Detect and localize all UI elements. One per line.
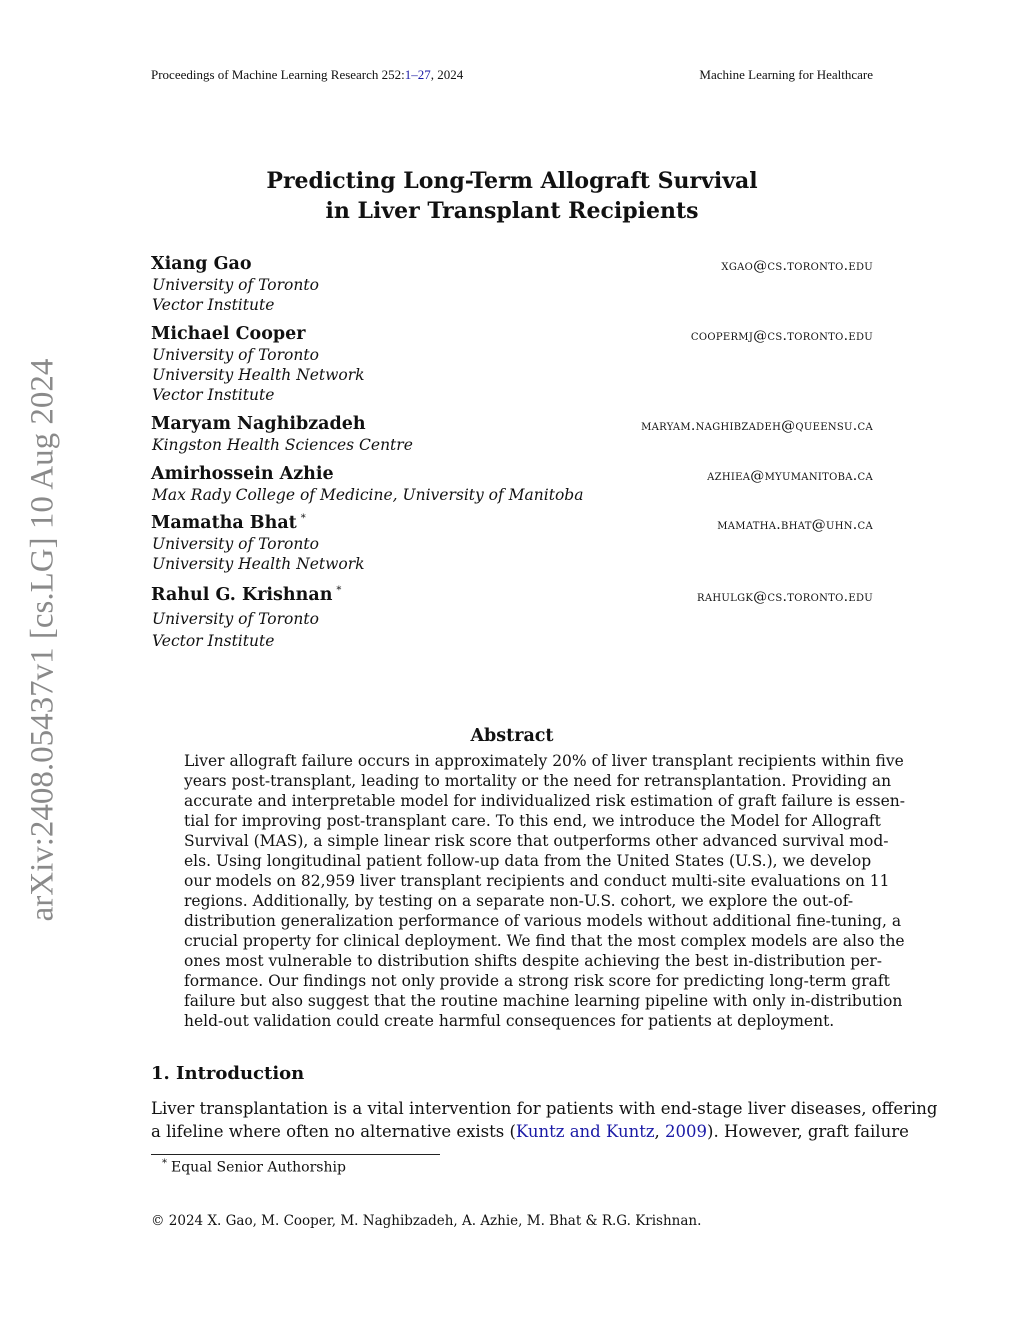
proceedings-label: Proceedings of Machine Learning Research 252: [151,67,405,82]
author-name: Xiang Gao [151,254,252,274]
author-name: Mamatha Bhat * [151,513,306,533]
abstract-line: years post-transplant, leading to mortality or the need for retransplantation. Providing an [184,772,892,790]
author-name: Amirhossein Azhie [151,464,334,484]
author-email[interactable]: rahulgk@cs.toronto.edu [697,589,873,605]
abstract-line: els. Using longitudinal patient follow-up data from the United States (U.S.), we develop [184,852,872,870]
author-affiliation: Max Rady College of Medicine, University of Manitoba [152,486,584,504]
author-affiliation: University of Toronto [152,346,319,364]
year-label: , 2024 [430,67,464,82]
author-email[interactable]: maryam.naghibzadeh@queensu.ca [641,418,873,434]
author-affiliation: Vector Institute [152,386,275,404]
intro-line [151,1122,909,1141]
footnote-text: Equal Senior Authorship [171,1159,346,1176]
author-affiliation: Kingston Health Sciences Centre [152,436,413,454]
author-affiliation: Vector Institute [152,632,275,650]
author-name: Maryam Naghibzadeh [151,414,366,434]
author-affiliation: University of Toronto [152,535,319,553]
intro-text: a lifeline where often no alternative exists ( [151,1122,516,1141]
abstract-line: our models on 82,959 liver transplant recipients and conduct multi-site evaluations on 11 [184,872,890,890]
author-affiliation: University Health Network [152,366,365,384]
author-affiliation: University of Toronto [152,276,319,294]
abstract-line: Liver allograft failure occurs in approximately 20% of liver transplant recipients within five [184,752,904,770]
abstract-line: tial for improving post-transplant care. To this end, we introduce the Model for Allograft [184,812,881,830]
author-name: Michael Cooper [151,324,306,344]
author-email[interactable]: coopermj@cs.toronto.edu [690,328,873,344]
author-affiliation: Vector Institute [152,296,275,314]
citation-authors-link[interactable]: Kuntz and Kuntz [515,1122,655,1141]
section-heading-introduction: 1. Introduction [151,1063,305,1084]
author-name: Rahul G. Krishnan * [151,585,342,605]
paper-title-line-1: Predicting Long-Term Allograft Survival [266,168,758,194]
citation-year-link[interactable]: 2009 [665,1122,708,1141]
pages-link[interactable]: 1–27 [404,67,431,82]
copyright-notice: © 2024 X. Gao, M. Cooper, M. Naghibzadeh, A. Azhie, M. Bhat & R.G. Krishnan. [151,1213,702,1229]
intro-text: ). However, graft failure [707,1122,909,1141]
running-header-left [151,67,463,83]
author-affiliation: University of Toronto [152,610,319,628]
arxiv-identifier: arXiv:2408.05437v1 [cs.LG] 10 Aug 2024 [24,358,61,922]
author-email[interactable]: mamatha.bhat@uhn.ca [717,517,873,533]
footnote-mark: * [336,585,342,597]
footnote-mark: * [300,513,306,525]
author-affiliation: University Health Network [152,555,365,573]
abstract-line: regions. Additionally, by testing on a separate non-U.S. cohort, we explore the out-of- [184,892,854,910]
abstract-line: Survival (MAS), a simple linear risk score that outperforms other advanced survival mod- [184,832,889,850]
abstract-line: ones most vulnerable to distribution shifts despite achieving the best in-distribution per- [184,952,883,970]
abstract-line: distribution generalization performance of various models without additional fine-tuning, a [184,912,902,930]
abstract-line: held-out validation could create harmful consequences for patients at deployment. [184,1012,835,1030]
abstract-line: failure but also suggest that the routine machine learning pipeline with only in-distribution [184,992,903,1010]
abstract-line: accurate and interpretable model for individualized risk estimation of graft failure is essen- [184,792,906,810]
footnote [162,1158,346,1176]
intro-line: Liver transplantation is a vital intervention for patients with end-stage liver diseases, offering [151,1099,938,1118]
paper-title-line-2: in Liver Transplant Recipients [325,198,699,224]
abstract-line: crucial property for clinical deployment. We find that the most complex models are also the [184,932,905,950]
author-email[interactable]: xgao@cs.toronto.edu [721,258,873,274]
footnote-rule [151,1154,440,1155]
footnote-mark: * [162,1158,167,1169]
citation-separator: , [654,1122,666,1141]
abstract-line: formance. Our findings not only provide a strong risk score for predicting long-term graft [184,972,890,990]
abstract-heading: Abstract [470,726,554,746]
author-email[interactable]: azhiea@myumanitoba.ca [707,468,873,484]
running-header-right: Machine Learning for Healthcare [699,67,873,82]
